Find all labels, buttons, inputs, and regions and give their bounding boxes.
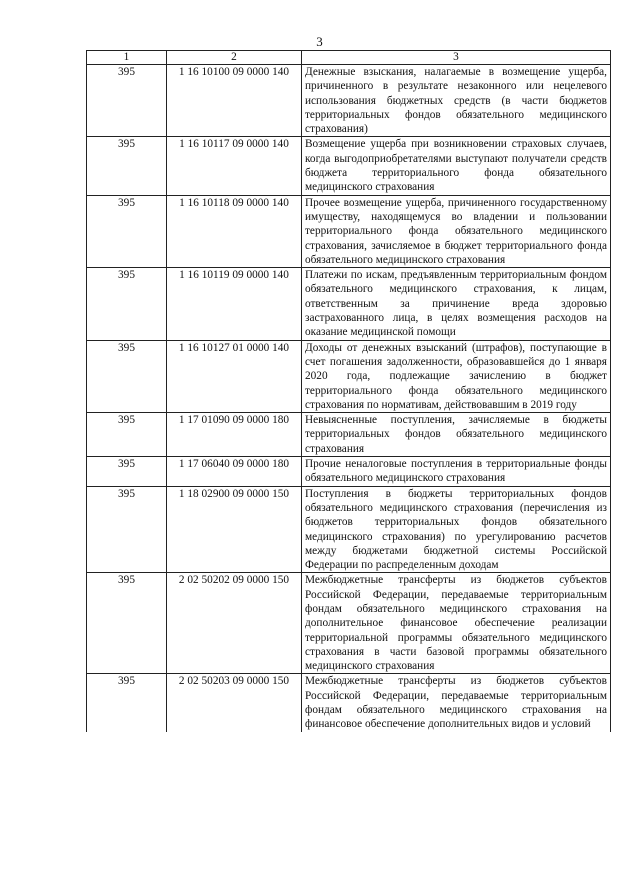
column-header: 1 — [87, 51, 167, 65]
budget-classification-code-cell: 1 17 06040 09 0000 180 — [167, 457, 302, 487]
budget-classification-code-cell: 1 16 10118 09 0000 140 — [167, 195, 302, 267]
revenue-description-cell: Прочее возмещение ущерба, причиненного государственному имуществу, находящемуся во владении и пользовании территориального фонда обязательного медицинского страхования, зачисляемое в бюджет территориального фонда обязательного медицинского страхования — [302, 195, 611, 267]
revenue-description-cell: Доходы от денежных взысканий (штрафов), поступающие в счет погашения задолженности, образовавшейся до 1 января 2020 года, подлежащие зачислению в бюджет территориального фонда обязательного медицинского страхования по нормативам, действовавшим в 2019 году — [302, 340, 611, 412]
revenue-description-cell: Возмещение ущерба при возникновении страховых случаев, когда выгодоприобретателями выступают получатели средств бюджета территориального фонда обязательного медицинского страхования — [302, 137, 611, 195]
administrator-code-cell: 395 — [87, 573, 167, 674]
column-header: 3 — [302, 51, 611, 65]
column-header: 2 — [167, 51, 302, 65]
table-row — [87, 268, 611, 340]
table-row — [87, 137, 611, 195]
table-row — [87, 195, 611, 267]
administrator-code-cell: 395 — [87, 340, 167, 412]
revenue-description-cell: Межбюджетные трансферты из бюджетов субъектов Российской Федерации, передаваемые территориальным фондам обязательного медицинского страхования на финансовое обеспечение дополнительных видов и условий — [302, 674, 611, 732]
table-row — [87, 486, 611, 573]
administrator-code-cell: 395 — [87, 674, 167, 732]
revenue-description-cell: Межбюджетные трансферты из бюджетов субъектов Российской Федерации, передаваемые территориальным фондам обязательного медицинского страхования на дополнительное финансовое обеспечение реализации территориальной программы обязательного медицинского страхования в части базовой программы обязательного медицинского страхования — [302, 573, 611, 674]
revenue-description-cell: Прочие неналоговые поступления в территориальные фонды обязательного медицинского страхования — [302, 457, 611, 487]
table-row — [87, 65, 611, 137]
table-row — [87, 674, 611, 732]
revenue-description-cell: Невыясненные поступления, зачисляемые в бюджеты территориальных фондов обязательного медицинского страхования — [302, 413, 611, 457]
administrator-code-cell: 395 — [87, 457, 167, 487]
page-number: 3 — [316, 34, 323, 49]
budget-classification-code-cell: 1 16 10127 01 0000 140 — [167, 340, 302, 412]
budget-classification-code-cell: 2 02 50202 09 0000 150 — [167, 573, 302, 674]
budget-classification-code-cell: 1 16 10119 09 0000 140 — [167, 268, 302, 340]
administrator-code-cell: 395 — [87, 486, 167, 573]
table-row — [87, 457, 611, 487]
revenue-description-cell: Платежи по искам, предъявленным территориальным фондом обязательного медицинского страхования, к лицам, ответственным за причинение вреда здоровью застрахованного лица, в целях возмещения расходов на оказание медицинской помощи — [302, 268, 611, 340]
budget-classification-code-cell: 1 16 10100 09 0000 140 — [167, 65, 302, 137]
table-header-row — [87, 51, 611, 65]
revenue-description-cell: Денежные взыскания, налагаемые в возмещение ущерба, причиненного в результате незаконного или нецелевого использования бюджетных средств (в части бюджетов территориальных фондов обязательного медицинского страхования) — [302, 65, 611, 137]
table-row — [87, 573, 611, 674]
administrator-code-cell: 395 — [87, 413, 167, 457]
administrator-code-cell: 395 — [87, 268, 167, 340]
administrator-code-cell: 395 — [87, 195, 167, 267]
revenue-description-cell: Поступления в бюджеты территориальных фондов обязательного медицинского страхования (перечисления из бюджетов территориальных фондов обязательного медицинского страхования) по урегулированию расчетов между бюджетами бюджетной системы Российской Федерации по распределенным доходам — [302, 486, 611, 573]
administrator-code-cell: 395 — [87, 65, 167, 137]
table-row — [87, 413, 611, 457]
budget-classification-code-cell: 2 02 50203 09 0000 150 — [167, 674, 302, 732]
budget-classification-code-cell: 1 17 01090 09 0000 180 — [167, 413, 302, 457]
administrator-code-cell: 395 — [87, 137, 167, 195]
table-row — [87, 340, 611, 412]
budget-classification-code-cell: 1 18 02900 09 0000 150 — [167, 486, 302, 573]
revenue-codes-table — [86, 50, 611, 732]
budget-classification-code-cell: 1 16 10117 09 0000 140 — [167, 137, 302, 195]
